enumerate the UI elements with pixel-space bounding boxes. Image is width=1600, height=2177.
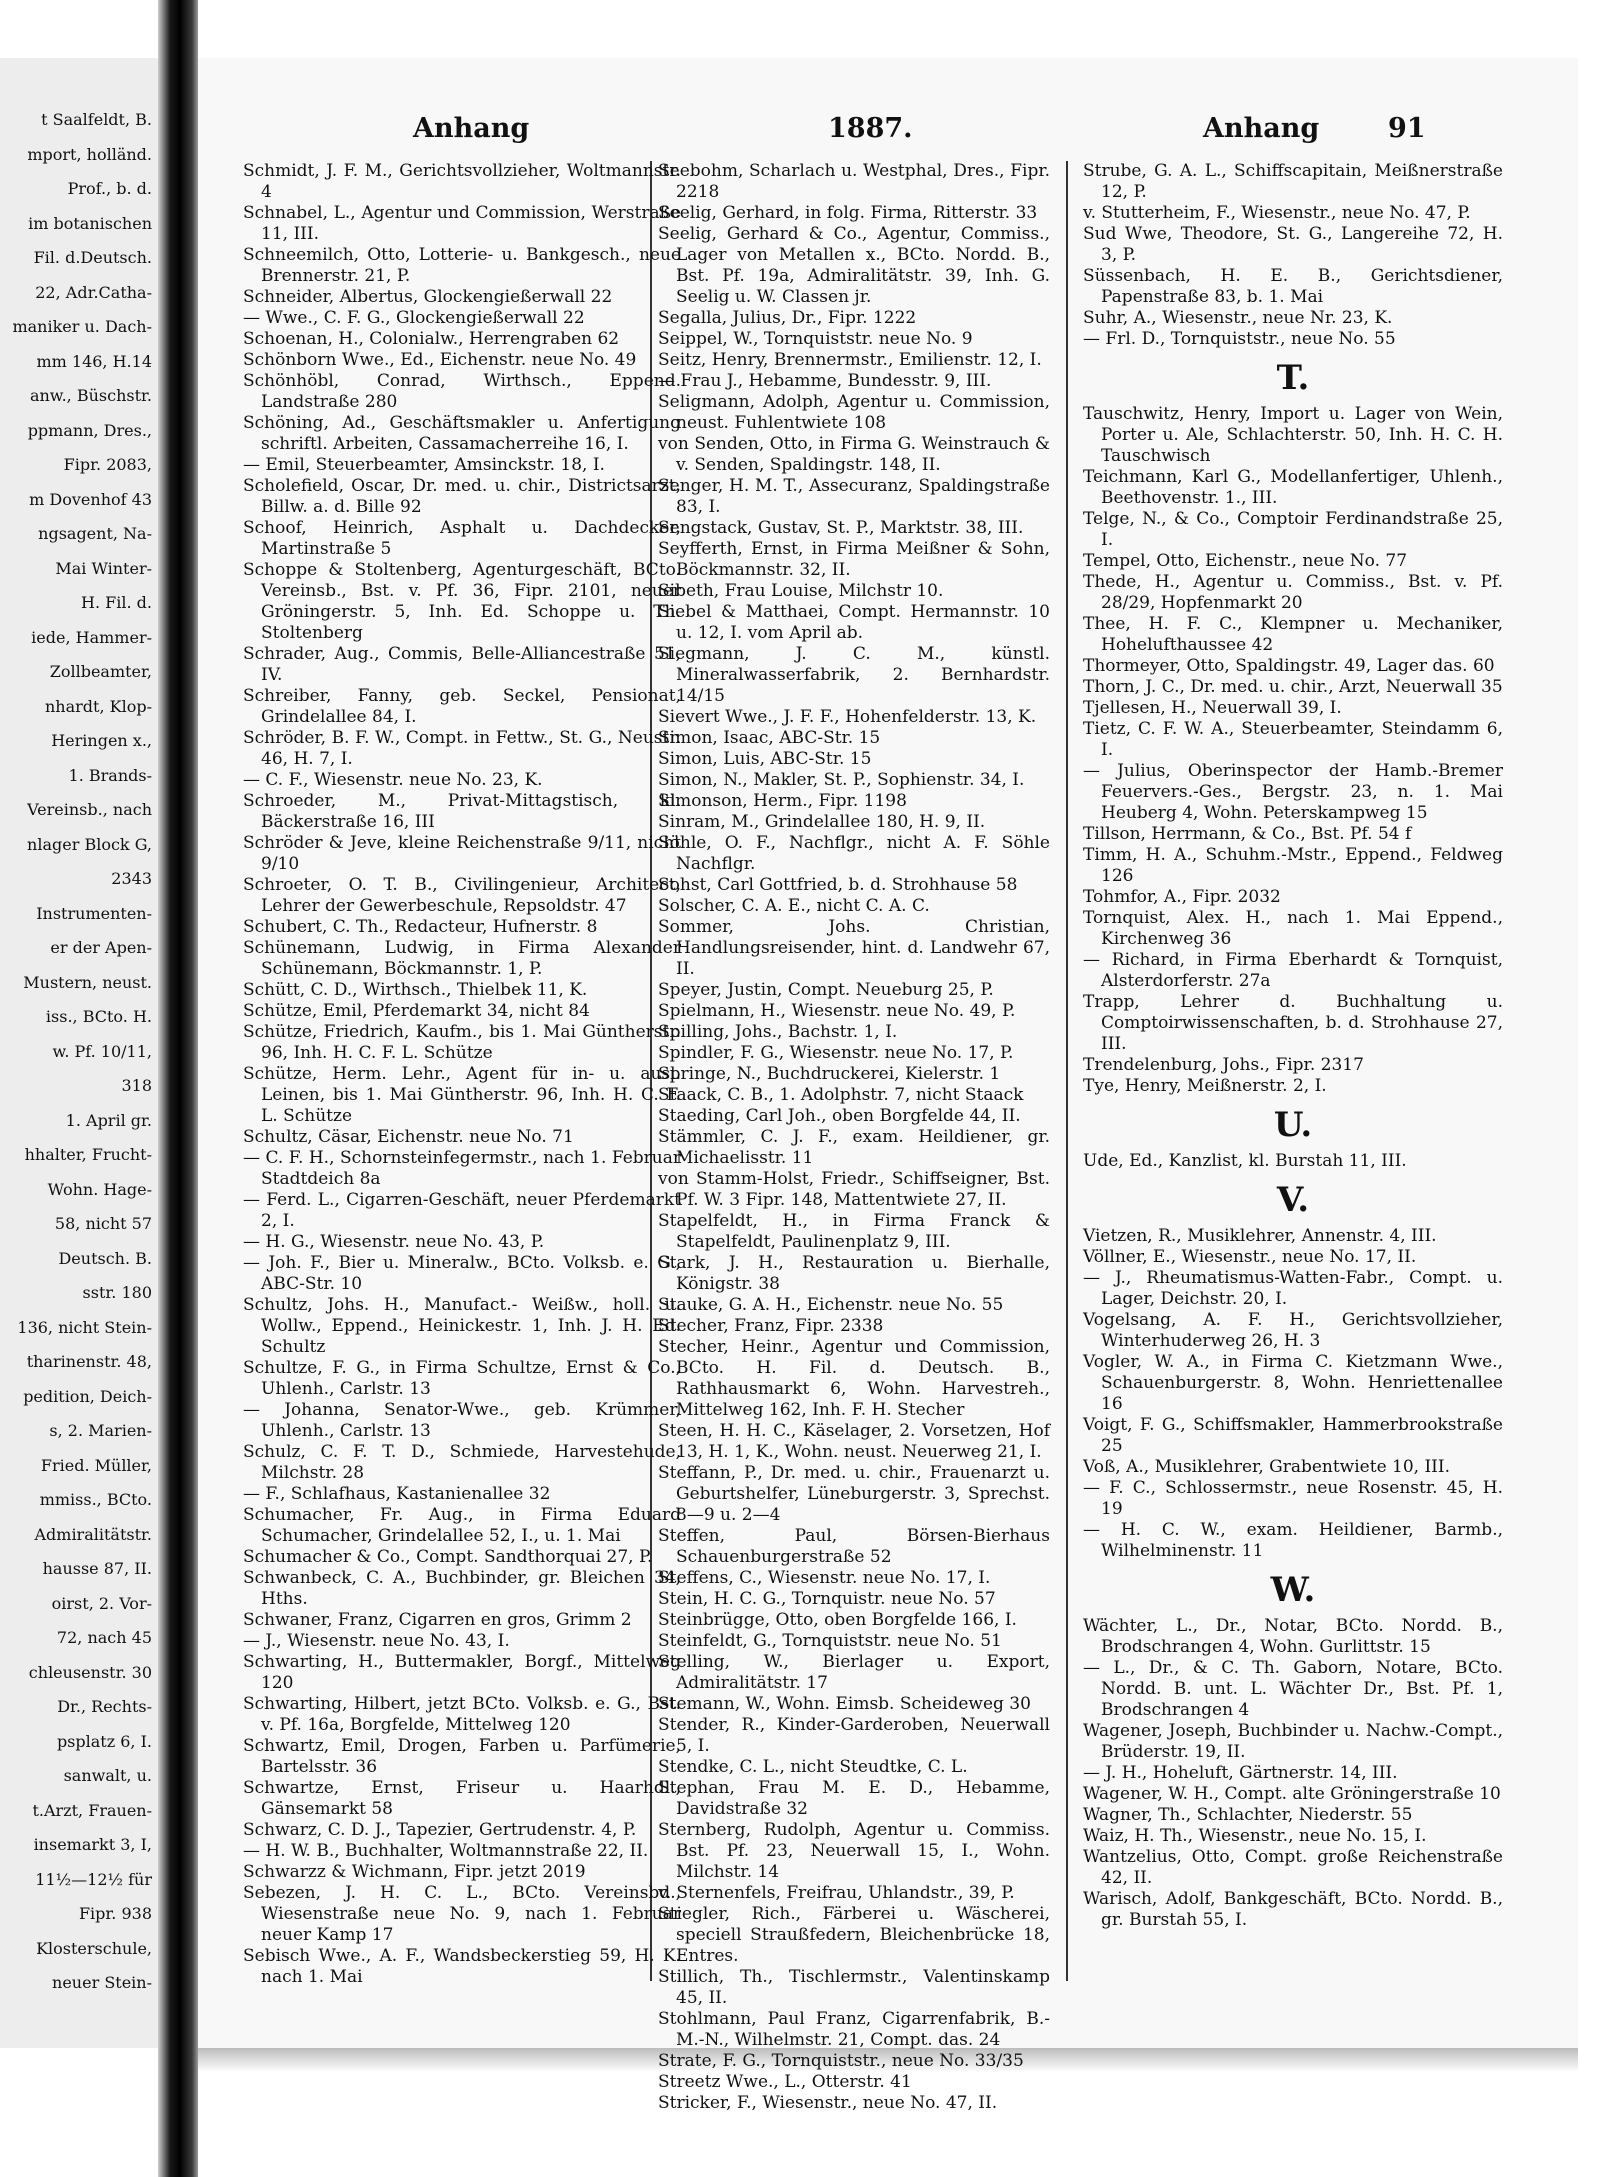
directory-entry: Seelig, Gerhard, in folg. Firma, Ritterstr. 33 (658, 203, 1038, 223)
directory-entry: Seitz, Henry, Brennermstr., Emilienstr. 12, I. (658, 350, 1042, 370)
directory-entry: Seippel, W., Tornquiststr. neue No. 9 (658, 329, 973, 349)
prev-page-line: Admiralitätstr. (34, 1524, 152, 1544)
directory-entry: Steffens, C., Wiesenstr. neue No. 17, I. (658, 1568, 991, 1588)
directory-entry: Schneemilch, Otto, Lotterie- u. Bankgesch., neue Brennerstr. 21, P. (243, 245, 681, 286)
directory-entry: Vietzen, R., Musiklehrer, Annenstr. 4, III. (1083, 1226, 1437, 1246)
directory-entry: — J., Wiesenstr. neue No. 43, I. (243, 1631, 510, 1651)
directory-entry: Wantzelius, Otto, Compt. große Reichenstraße 42, II. (1083, 1847, 1503, 1888)
prev-page-line: 1. April gr. (65, 1110, 152, 1130)
prev-page-line: nlager Block G, (27, 834, 152, 854)
directory-entry: Vogler, W. A., in Firma C. Kietzmann Wwe., Schauenburgerstr. 8, Wohn. Henriettenallee 16 (1083, 1352, 1503, 1414)
directory-entry: — C. F., Wiesenstr. neue No. 23, K. (243, 770, 543, 790)
prev-page-line: ngsagent, Na- (38, 524, 152, 543)
directory-entry: — L., Dr., & C. Th. Gaborn, Notare, BCto. Nordd. B. unt. L. Wächter Dr., Bst. Pf. 1, Brodschrangen 4 (1083, 1658, 1503, 1720)
directory-entry: Sebezen, J. H. C. L., BCto. Vereinsbd., Wiesenstraße neue No. 9, nach 1. Februar neuer Kamp 17 (243, 1883, 681, 1945)
directory-entry: Stein, H. C. G., Tornquistr. neue No. 57 (658, 1589, 996, 1609)
directory-entry: Sommer, Johs. Christian, Handlungsreisender, hint. d. Landwehr 67, II. (658, 917, 1050, 979)
prev-page-line: Mustern, neust. (23, 972, 152, 992)
prev-page-line: Instrumenten- (36, 903, 152, 923)
prev-page-line: H. Fil. d. (81, 593, 152, 612)
directory-entry: Sohst, Carl Gottfried, b. d. Strohhause 58 (658, 875, 1018, 895)
header-year: 1887. (828, 113, 913, 144)
directory-entry: — H. W. B., Buchhalter, Woltmannstraße 22, II. (243, 1841, 649, 1861)
directory-entry: Schubert, C. Th., Redacteur, Hufnerstr. 8 (243, 917, 598, 937)
prev-page-line: 2343 (111, 869, 152, 888)
directory-entry: Schöning, Ad., Geschäftsmakler u. Anfertigung schriftl. Arbeiten, Cassamacherreihe 16, I. (243, 413, 681, 454)
directory-entry: Segalla, Julius, Dr., Fipr. 1222 (658, 308, 917, 328)
directory-entry: Stendke, C. L., nicht Steudtke, C. L. (658, 1757, 968, 1777)
directory-entry: Stecher, Franz, Fipr. 2338 (658, 1316, 884, 1336)
directory-entry: Tauschwitz, Henry, Import u. Lager von Wein, Porter u. Ale, Schlachterstr. 50, Inh. H. C. H. Tauschwisch (1083, 404, 1503, 466)
directory-entry: Simon, N., Makler, St. P., Sophienstr. 34, I. (658, 770, 1025, 790)
prev-page-line: 136, nicht Stein- (17, 1317, 152, 1337)
prev-page-line: anw., Büschstr. (29, 386, 152, 405)
directory-entry: Schröder & Jeve, kleine Reichenstraße 9/11, nicht 9/10 (243, 833, 681, 874)
prev-page-line: iede, Hammer- (31, 627, 152, 647)
prev-page-line: insemarkt 3, I, (33, 1835, 152, 1854)
prev-page-line: pedition, Deich- (23, 1386, 152, 1406)
prev-page-line: 1. Brands- (68, 765, 152, 785)
directory-entry: Senger, H. M. T., Assecuranz, Spaldingstraße 83, I. (658, 476, 1050, 517)
prev-page-line: sanwalt, u. (63, 1766, 152, 1785)
directory-entry: Steffann, P., Dr. med. u. chir., Frauenarzt u. Geburtshelfer, Lüneburgerstr. 3, Sprechst. 8—9 u. 2—4 (658, 1463, 1050, 1525)
directory-entry: Schwarting, Hilbert, jetzt BCto. Volksb. e. G., Bst. v. Pf. 16a, Borgfelde, Mittelweg 120 (243, 1694, 681, 1735)
directory-entry: Schwarz, C. D. J., Tapezier, Gertrudenstr. 4, P. (243, 1820, 637, 1840)
directory-entry: Simonson, Herm., Fipr. 1198 (658, 791, 907, 811)
directory-entry: Schultze, F. G., in Firma Schultze, Ernst & Co., Uhlenh., Carlstr. 13 (243, 1358, 681, 1399)
directory-entry: Schütze, Friedrich, Kaufm., bis 1. Mai Güntherstr. 96, Inh. H. C. F. L. Schütze (243, 1022, 681, 1063)
directory-entry: Spilling, Johs., Bachstr. 1, I. (658, 1022, 898, 1042)
prev-page-line: hhalter, Frucht- (24, 1145, 152, 1164)
directory-entry: Teichmann, Karl G., Modellanfertiger, Uhlenh., Beethovenstr. 1., III. (1083, 467, 1503, 508)
header-left: Anhang (413, 113, 530, 144)
prev-page-line: Fil. d.Deutsch. (33, 248, 152, 267)
directory-entry: Speyer, Justin, Compt. Neueburg 25, P. (658, 980, 994, 1000)
directory-entry: Söhle, O. F., Nachflgr., nicht A. F. Söhle Nachflgr. (658, 833, 1050, 874)
directory-entry: Schmidt, J. F. M., Gerichtsvollzieher, Woltmannstr. 4 (243, 161, 681, 202)
directory-entry: Sud Wwe, Theodore, St. G., Langereihe 72, H. 3, P. (1083, 224, 1503, 265)
prev-page-line: chleusenstr. 30 (28, 1662, 152, 1682)
prev-page-line: w. Pf. 10/11, (52, 1041, 152, 1061)
directory-entry: Schoof, Heinrich, Asphalt u. Dachdecker, Martinstraße 5 (243, 518, 681, 559)
prev-page-line: Wohn. Hage- (47, 1179, 152, 1199)
directory-entry: Strate, F. G., Tornquiststr., neue No. 33/35 (658, 2051, 1024, 2071)
directory-entry: Stillich, Th., Tischlermstr., Valentinskamp 45, II. (658, 1967, 1050, 2008)
prev-page-line: 22, Adr.Catha- (35, 282, 152, 302)
running-header (198, 113, 1578, 153)
directory-entry: Scholefield, Oscar, Dr. med. u. chir., Districtsarzt, Billw. a. d. Bille 92 (243, 476, 681, 517)
directory-entry: Staeding, Carl Joh., oben Borgfelde 44, II. (658, 1106, 1021, 1126)
directory-entry: Schütt, C. D., Wirthsch., Thielbek 11, K. (243, 980, 588, 1000)
prev-page-line: Zollbeamter, (49, 662, 152, 681)
prev-page-line: Vereinsb., nach (27, 800, 152, 819)
directory-entry: Sievert Wwe., J. F. F., Hohenfelderstr. 13, K. (658, 707, 1037, 727)
directory-entry: Waiz, H. Th., Wiesenstr., neue No. 15, I. (1083, 1826, 1427, 1846)
column-rule (1066, 161, 1068, 1981)
directory-entry: Streetz Wwe., L., Otterstr. 41 (658, 2072, 912, 2092)
directory-entry: Sternberg, Rudolph, Agentur u. Commiss. Bst. Pf. 23, Neuerwall 15, I., Wohn. Milchstr. 14 (658, 1820, 1050, 1882)
prev-page-line: neuer Stein- (52, 1973, 152, 1992)
directory-entry: Seebohm, Scharlach u. Westphal, Dres., Fipr. 2218 (658, 161, 1050, 202)
previous-page-fragment (0, 58, 158, 2048)
prev-page-line: Fipr. 2083, (63, 455, 152, 474)
directory-entry: — J., Rheumatismus-Watten-Fabr., Compt. u. Lager, Deichstr. 20, I. (1083, 1268, 1503, 1309)
directory-entry: Tietz, C. F. W. A., Steuerbeamter, Steindamm 6, I. (1083, 719, 1503, 760)
prev-page-line: Prof., b. d. (67, 179, 152, 198)
directory-entry: Trapp, Lehrer d. Buchhaltung u. Comptoirwissenschaften, b. d. Strohhause 27, III. (1083, 992, 1503, 1054)
directory-entry: Thorn, J. C., Dr. med. u. chir., Arzt, Neuerwall 35 (1083, 677, 1503, 697)
prev-page-line: nhardt, Klop- (45, 696, 152, 716)
letter-heading: T. (1276, 358, 1310, 398)
directory-entry: Voß, A., Musiklehrer, Grabentwiete 10, III. (1083, 1457, 1451, 1477)
directory-entry: Schwanbeck, C. A., Buchbinder, gr. Bleichen 34, Hths. (243, 1568, 681, 1609)
directory-entry: Schrader, Aug., Commis, Belle-Alliancestraße 51, IV. (243, 644, 681, 685)
directory-entry: — Joh. F., Bier u. Mineralw., BCto. Volksb. e. G., ABC-Str. 10 (243, 1253, 681, 1294)
prev-page-line: maniker u. Dach- (12, 317, 152, 336)
directory-entry: Timm, H. A., Schuhm.-Mstr., Eppend., Feldweg 126 (1083, 845, 1503, 886)
directory-entry: Voigt, F. G., Schiffsmakler, Hammerbrookstraße 25 (1083, 1415, 1503, 1456)
prev-page-line: Fried. Müller, (40, 1455, 152, 1475)
prev-page-line: Dr., Rechts- (57, 1697, 152, 1716)
directory-entry: — F. C., Schlossermstr., neue Rosenstr. 45, H. 19 (1083, 1478, 1503, 1519)
directory-entry: Steinbrügge, Otto, oben Borgfelde 166, I. (658, 1610, 1017, 1630)
directory-entry: Schulz, C. F. T. D., Schmiede, Harvestehude, Milchstr. 28 (243, 1442, 681, 1483)
directory-entry: Schroeter, O. T. B., Civilingenieur, Architect, Lehrer der Gewerbeschule, Repsoldstr. 47 (243, 875, 681, 916)
prev-page-line: psplatz 6, I. (56, 1731, 152, 1751)
directory-entry: — Richard, in Firma Eberhardt & Tornquist, Alsterdorferstr. 27a (1083, 950, 1503, 991)
directory-entry: Suhr, A., Wiesenstr., neue Nr. 23, K. (1083, 308, 1393, 328)
directory-entry: Siebel & Matthaei, Compt. Hermannstr. 10 u. 12, I. vom April ab. (658, 602, 1050, 643)
prev-page-line: hausse 87, II. (42, 1559, 152, 1578)
directory-entry: Wagener, Joseph, Buchbinder u. Nachw.-Compt., Brüderstr. 19, II. (1083, 1721, 1503, 1762)
prev-page-line: ppmann, Dres., (27, 420, 152, 440)
entry-column-2 (658, 161, 1050, 2114)
directory-entry: Schneider, Albertus, Glockengießerwall 22 (243, 287, 613, 307)
directory-entry: Steffen, Paul, Börsen-Bierhaus Schauenburgerstraße 52 (658, 1526, 1050, 1567)
directory-entry: — Frau J., Hebamme, Bundesstr. 9, III. (658, 371, 992, 391)
directory-entry: Schütze, Herm. Lehr., Agent für in- u. ausl. Leinen, bis 1. Mai Güntherstr. 96, Inh. H. C. F. L. Schütze (243, 1064, 681, 1126)
directory-entry: Stender, R., Kinder-Garderoben, Neuerwall 5, I. (658, 1715, 1050, 1756)
directory-entry: Tye, Henry, Meißnerstr. 2, I. (1083, 1076, 1327, 1096)
prev-page-line: iss., BCto. H. (45, 1007, 152, 1026)
directory-entry: Wagener, W. H., Compt. alte Gröningerstraße 10 (1083, 1784, 1501, 1804)
directory-entry: Tjellesen, H., Neuerwall 39, I. (1083, 698, 1342, 718)
directory-entry: Wächter, L., Dr., Notar, BCto. Nordd. B., Brodschrangen 4, Wohn. Gurlittstr. 15 (1083, 1616, 1503, 1657)
directory-entry: Seligmann, Adolph, Agentur u. Commission, neust. Fuhlentwiete 108 (658, 392, 1050, 433)
prev-page-line: t Saalfeldt, B. (41, 110, 152, 129)
prev-page-line: er der Apen- (50, 938, 152, 957)
prev-page-line: oirst, 2. Vor- (51, 1593, 152, 1613)
directory-entry: Schünemann, Ludwig, in Firma Alexander Schünemann, Böckmannstr. 1, P. (243, 938, 681, 979)
directory-entry: Schönborn Wwe., Ed., Eichenstr. neue No. 49 (243, 350, 637, 370)
directory-entry: Wagner, Th., Schlachter, Niederstr. 55 (1083, 1805, 1413, 1825)
entry-column-1 (243, 161, 681, 1988)
directory-entry: Sebisch Wwe., A. F., Wandsbeckerstieg 59, H. K. nach 1. Mai (243, 1946, 681, 1987)
directory-entry: Solscher, C. A. E., nicht C. A. C. (658, 896, 930, 916)
entry-column-3 (1083, 161, 1503, 1931)
directory-entry: Thee, H. F. C., Klempner u. Mechaniker, Hohelufthaussee 42 (1083, 614, 1503, 655)
directory-entry: Steen, H. H. C., Käselager, 2. Vorsetzen, Hof 13, H. 1, K., Wohn. neust. Neuerweg 21, I. (658, 1421, 1050, 1462)
directory-entry: Thede, H., Agentur u. Commiss., Bst. v. Pf. 28/29, Hopfenmarkt 20 (1083, 572, 1503, 613)
directory-entry: Stemann, W., Wohn. Eimsb. Scheideweg 30 (658, 1694, 1031, 1714)
directory-entry: Stapelfeldt, H., in Firma Franck & Stapelfeldt, Paulinenplatz 9, III. (658, 1211, 1050, 1252)
directory-entry: Völlner, E., Wiesenstr., neue No. 17, II. (1083, 1247, 1417, 1267)
directory-entry: — H. C. W., exam. Heildiener, Barmb., Wilhelminenstr. 11 (1083, 1520, 1503, 1561)
directory-entry: Schultz, Cäsar, Eichenstr. neue No. 71 (243, 1127, 574, 1147)
directory-entry: Stephan, Frau M. E. D., Hebamme, Davidstraße 32 (658, 1778, 1050, 1819)
prev-page-line: 58, nicht 57 (54, 1214, 152, 1233)
directory-entry: Stark, J. H., Restauration u. Bierhalle, Königstr. 38 (658, 1253, 1050, 1294)
prev-page-line: im botanischen (28, 213, 152, 233)
page-number: 91 (1388, 113, 1426, 144)
directory-entry: Schwartz, Emil, Drogen, Farben u. Parfümerie, Bartelsstr. 36 (243, 1736, 681, 1777)
directory-entry: Schoenan, H., Colonialw., Herrengraben 62 (243, 329, 620, 349)
directory-entry: Sengstack, Gustav, St. P., Marktstr. 38, III. (658, 518, 1024, 538)
letter-heading: V. (1276, 1180, 1310, 1220)
directory-entry: Stauke, G. A. H., Eichenstr. neue No. 55 (658, 1295, 1004, 1315)
directory-entry: Schröder, B. F. W., Compt. in Fettw., St. G., Neustr. 46, H. 7, I. (243, 728, 681, 769)
prev-page-line: mm 146, H.14 (36, 351, 152, 371)
prev-page-line: 72, nach 45 (56, 1628, 152, 1647)
prev-page-line: Heringen x., (51, 731, 152, 750)
prev-page-line: t.Arzt, Frauen- (32, 1800, 152, 1820)
directory-entry: Stämmler, C. J. F., exam. Heildiener, gr. Michaelisstr. 11 (658, 1127, 1050, 1168)
directory-entry: Seyfferth, Ernst, in Firma Meißner & Sohn, Böckmannstr. 32, II. (658, 539, 1050, 580)
directory-page (198, 58, 1578, 2113)
directory-entry: Schwarting, H., Buttermakler, Borgf., Mittelweg 120 (243, 1652, 681, 1693)
directory-entry: Schumacher, Fr. Aug., in Firma Eduard Schumacher, Grindelallee 52, I., u. 1. Mai (243, 1505, 681, 1546)
directory-entry: Schwarzz & Wichmann, Fipr. jetzt 2019 (243, 1862, 586, 1882)
directory-entry: Seelig, Gerhard & Co., Agentur, Commiss., Lager von Metallen x., BCto. Nordd. B., Bst. Pf. 19a, Admiralitätstr. 39, Inh. G. Seelig u. W. Classen jr. (658, 224, 1050, 307)
directory-entry: Spielmann, H., Wiesenstr. neue No. 49, P. (658, 1001, 1016, 1021)
directory-entry: Tillson, Herrmann, & Co., Bst. Pf. 54 f (1083, 824, 1412, 844)
directory-entry: Stelling, W., Bierlager u. Export, Admiralitätstr. 17 (658, 1652, 1050, 1693)
directory-entry: — J. H., Hoheluft, Gärtnerstr. 14, III. (1083, 1763, 1398, 1783)
prev-page-line: sstr. 180 (82, 1283, 152, 1302)
directory-entry: Vogelsang, A. F. H., Gerichtsvollzieher, Winterhuderweg 26, H. 3 (1083, 1310, 1503, 1351)
directory-entry: Süssenbach, H. E. B., Gerichtsdiener, Papenstraße 83, b. 1. Mai (1083, 266, 1503, 307)
directory-entry: — Frl. D., Tornquiststr., neue No. 55 (1083, 329, 1396, 349)
directory-entry: — H. G., Wiesenstr. neue No. 43, P. (243, 1232, 545, 1252)
prev-page-line: Mai Winter- (55, 558, 152, 578)
prev-page-line: Fipr. 938 (78, 1904, 152, 1923)
directory-entry: Schwaner, Franz, Cigarren en gros, Grimm 2 (243, 1610, 632, 1630)
directory-entry: — F., Schlafhaus, Kastanienallee 32 (243, 1484, 551, 1504)
directory-entry: Stecher, Heinr., Agentur und Commission, BCto. H. Fil. d. Deutsch. B., Rathhausmarkt 6, Wohn. Harvestreh., Mittelweg 162, Inh. F. H. Stecher (658, 1337, 1050, 1420)
prev-page-line: mmiss., BCto. (39, 1490, 152, 1509)
directory-entry: Siegmann, J. C. M., künstl. Mineralwasserfabrik, 2. Bernhardstr. 14/15 (658, 644, 1050, 706)
letter-heading: U. (1273, 1105, 1313, 1145)
directory-entry: Schwartze, Ernst, Friseur u. Haarhdl., Gänsemarkt 58 (243, 1778, 681, 1819)
directory-entry: Stricker, F., Wiesenstr., neue No. 47, II. (658, 2093, 998, 2113)
directory-entry: v. Stutterheim, F., Wiesenstr., neue No. 47, P. (1083, 203, 1471, 223)
directory-entry: von Stamm-Holst, Friedr., Schiffseigner, Bst. Pf. W. 3 Fipr. 148, Mattentwiete 27, II. (658, 1169, 1050, 1210)
prev-page-line: 318 (121, 1076, 152, 1095)
directory-entry: Schumacher & Co., Compt. Sandthorquai 27, P. (243, 1547, 653, 1567)
prev-page-line: 11½—12½ für (35, 1869, 152, 1889)
book-gutter (158, 0, 198, 2177)
directory-entry: Schnabel, L., Agentur und Commission, Werstraße 11, III. (243, 203, 681, 244)
directory-entry: Simon, Luis, ABC-Str. 15 (658, 749, 872, 769)
directory-entry: Tornquist, Alex. H., nach 1. Mai Eppend., Kirchenweg 36 (1083, 908, 1503, 949)
directory-entry: Schreiber, Fanny, geb. Seckel, Pensionat, Grindelallee 84, I. (243, 686, 681, 727)
directory-entry: Telge, N., & Co., Comptoir Ferdinandstraße 25, I. (1083, 509, 1503, 550)
directory-entry: Schroeder, M., Privat-Mittagstisch, kl. Bäckerstraße 16, III (243, 791, 681, 832)
directory-entry: Steinfeldt, G., Tornquiststr. neue No. 51 (658, 1631, 1002, 1651)
prev-page-line: s, 2. Marien- (49, 1421, 152, 1440)
directory-entry: Warisch, Adolf, Bankgeschäft, BCto. Nordd. B., gr. Burstah 55, I. (1083, 1889, 1503, 1930)
directory-entry: — Julius, Oberinspector der Hamb.-Bremer Feuervers.-Ges., Bergstr. 23, n. 1. Mai Heuberg 4, Wohn. Peterskampweg 15 (1083, 761, 1503, 823)
prev-page-line: m Dovenhof 43 (29, 489, 152, 509)
directory-entry: Springe, N., Buchdruckerei, Kielerstr. 1 (658, 1064, 1001, 1084)
directory-entry: Spindler, F. G., Wiesenstr. neue No. 17, P. (658, 1043, 1014, 1063)
directory-entry: Sinram, M., Grindelallee 180, H. 9, II. (658, 812, 986, 832)
directory-entry: v. Sternenfels, Freifrau, Uhlandstr., 39, P. (658, 1883, 1015, 1903)
directory-entry: Staack, C. B., 1. Adolphstr. 7, nicht Staack (658, 1085, 1024, 1105)
directory-entry: von Senden, Otto, in Firma G. Weinstrauch & v. Senden, Spaldingstr. 148, II. (658, 434, 1050, 475)
directory-entry: Tohmfor, A., Fipr. 2032 (1083, 887, 1281, 907)
directory-entry: — Emil, Steuerbeamter, Amsinckstr. 18, I. (243, 455, 605, 475)
directory-entry: Tempel, Otto, Eichenstr., neue No. 77 (1083, 551, 1408, 571)
directory-entry: Schoppe & Stoltenberg, Agenturgeschäft, BCto. Vereinsb., Bst. v. Pf. 36, Fipr. 2101, neuer Gröningerstr. 5, Inh. Ed. Schoppe u. Th. Stoltenberg (243, 560, 681, 643)
directory-entry: Strube, G. A. L., Schiffscapitain, Meißnerstraße 12, P. (1083, 161, 1503, 202)
directory-entry: — Johanna, Senator-Wwe., geb. Krümmer, Uhlenh., Carlstr. 13 (243, 1400, 681, 1441)
prev-page-line: Klosterschule, (36, 1938, 152, 1958)
directory-entry: Schütze, Emil, Pferdemarkt 34, nicht 84 (243, 1001, 590, 1021)
directory-entry: Stohlmann, Paul Franz, Cigarrenfabrik, B.-M.-N., Wilhelmstr. 21, Compt. das. 24 (658, 2009, 1050, 2050)
directory-entry: — Ferd. L., Cigarren-Geschäft, neuer Pferdemarkt 2, I. (243, 1190, 681, 1231)
prev-page-line: tharinenstr. 48, (26, 1352, 152, 1371)
directory-entry: Thormeyer, Otto, Spaldingstr. 49, Lager das. 60 (1083, 656, 1495, 676)
prev-page-line: Deutsch. B. (58, 1248, 152, 1268)
directory-entry: Simon, Isaac, ABC-Str. 15 (658, 728, 881, 748)
letter-heading: W. (1270, 1570, 1316, 1610)
directory-entry: Schönhöbl, Conrad, Wirthsch., Eppend. Landstraße 280 (243, 371, 681, 412)
directory-entry: Sibeth, Frau Louise, Milchstr 10. (658, 581, 944, 601)
header-right: Anhang (1203, 113, 1320, 144)
directory-entry: Schultz, Johs. H., Manufact.- Weißw., holl. u. Wollw., Eppend., Heinickestr. 1, Inh. J. H. Ed. Schultz (243, 1295, 681, 1357)
directory-entry: — Wwe., C. F. G., Glockengießerwall 22 (243, 308, 585, 328)
directory-entry: Stiegler, Rich., Färberei u. Wäscherei, speciell Straußfedern, Bleichenbrücke 18, Entres. (658, 1904, 1050, 1966)
directory-entry: Trendelenburg, Johs., Fipr. 2317 (1083, 1055, 1364, 1075)
directory-entry: Ude, Ed., Kanzlist, kl. Burstah 11, III. (1083, 1151, 1407, 1171)
prev-page-line: mport, holländ. (27, 144, 152, 164)
directory-entry: — C. F. H., Schornsteinfegermstr., nach 1. Februar Stadtdeich 8a (243, 1148, 681, 1189)
